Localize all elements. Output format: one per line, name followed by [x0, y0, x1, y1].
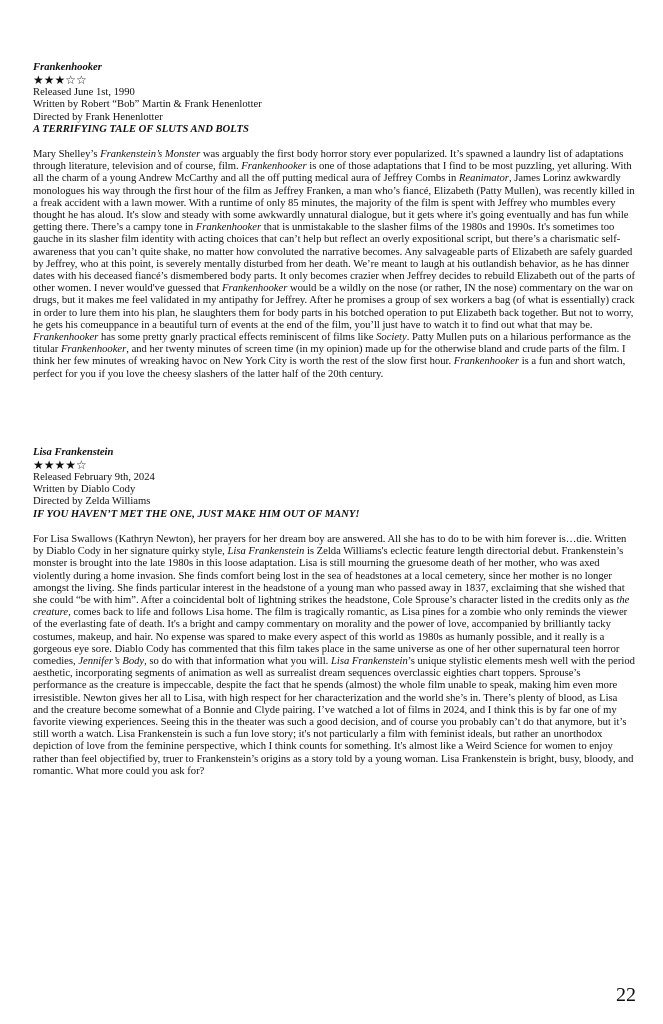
- page-content: [33, 62, 635, 778]
- text-run: has some pretty gnarly practical effects reminiscent of films like: [98, 332, 377, 344]
- tagline: A TERRIFYING TALE OF SLUTS AND BOLTS: [33, 123, 249, 135]
- text-run: is one of those adaptations that I find to be most puzzling, yet alluring. With all the charm of a young Andrew McCarthy and all the off putting medical aura of Jeffrey Combs in: [33, 161, 632, 185]
- text-run: that is unmistakable to the slasher films of the 1980s and 1990s. It's sometimes too gauche in its slasher film identity with acting choices that can’t help but reflect an overly expositional script, but there’s a charismatic self-awareness that you can’t quite shake, no matter how convoluted the narrative becomes. Any salvageable parts of Elizabeth are safely guarded by Jeffrey, who at this point, is severely mentally disturbed from her death. We’re meant to laugh at his outlandish behavior, as he has dinner dates with his deceased fiancé’s dismembered body parts. It only becomes crazier when Jeffrey decides to rebuild Elizabeth out of the parts of other women. I never would've guessed that: [33, 222, 635, 295]
- text-run: ’s unique stylistic elements mesh well with the period aesthetic, incorporating segments of animation as well as surrealist dream sequences overclassic eighties chart toppers. Sprouse’s performance as the creature is impeccable, despite the fact that he spends (almost) the whole film unable to speak, making him even more irresistible. Newton gives her all to Lisa, with high respect for her characterization and the world she’s in. There’s plenty of blood, as Lisa and the creature become somewhat of a Bonnie and Clyde pairing. I’ve watched a lot of films in 2024, and I think this is by far one of my favorite viewing experiences. Seeing this in the theater was such a good decision, and of course you probably can’t do that anymore, but it’s still worth a watch. Lisa Frankenstein is such a fun love story; it's not particularly a film with feminist ideals, but rather an unorthodox depiction of love from the feminine perspective, which I think counts for something. It's almost like a Weird Science for women to enjoy rather than feel objectified by, truer to Frankenstein’s origins as a story told by a young woman. Lisa Frankenstein is bright, busy, bloody, and romantic. What more could you ask for?: [33, 655, 635, 777]
- page-number: 22: [616, 984, 636, 1006]
- text-run: , and her twenty minutes of screen time (in my opinion) made up for the otherwise bland and crude parts of the film. I think her few minutes of wreaking havoc on New York City is worth the rest of the slow first hour.: [33, 344, 626, 368]
- italic-run: Frankenstein’s Monster: [100, 149, 201, 161]
- release-date: Released June 1st, 1990: [33, 87, 135, 99]
- star-rating: ★★★★☆: [33, 458, 87, 473]
- review-body: [33, 534, 635, 778]
- italic-run: the creature,: [33, 594, 630, 619]
- review-title: Lisa Frankenstein: [33, 446, 114, 458]
- text-run: comes back to life and follows Lisa home. The film is tragically romantic, as Lisa pines for a zombie who only reminds the viewer of the everlasting fate of death. It's a bright and campy commentary on morality and the power of love, accompanied by brilliantly tacky costumes, makeup, and hair. No expense was spared to make every aspect of this world as 1980s as humanly possible, and it really is a gorgeous eye sore. Diablo Cody has commented that this film takes place in the same universe as one of her other supernatural teen horror comedies,: [33, 607, 628, 667]
- written-by: Written by Diablo Cody: [33, 484, 136, 496]
- italic-run: Jennifer’s Body: [78, 655, 145, 667]
- italic-run: Reanimator: [458, 173, 509, 185]
- italic-run: Frankenhooker: [195, 222, 262, 234]
- text-run: . Patty Mullen puts on a hilarious performance as the titular: [33, 332, 631, 356]
- review-body: [33, 149, 635, 381]
- star-rating: ★★★☆☆: [33, 73, 87, 88]
- italic-run: Frankenhooker: [33, 332, 99, 344]
- text-run: is a fun and short watch, perfect for you if you love the cheesy slashers of the latter half of the 20th century.: [33, 356, 626, 380]
- text-run: , James Lorinz awkwardly monologues his way through the first hour of the film as Jeffrey Franken, a man who’s fiancé, Elizabeth (Patty Mullen), was recently killed in a freak accident with a lawn mower. With a runtime of only 85 minutes, the majority of the film is spent with Jeffrey who mumbles every thought he has aloud. It's slow and steady with some awkwardly unnatural dialogue, but it gets where it's going eventually and has fun while getting there. There’s a campy tone in: [33, 173, 635, 234]
- italic-run: Frankenhooker: [241, 161, 307, 173]
- text-run: , so do with that information what you will.: [144, 655, 331, 667]
- text-run: Mary Shelley’s: [33, 149, 101, 161]
- text-run: was arguably the first body horror story ever popularized. It’s spawned a laundry list of adaptations through literature, television and of course, film.: [33, 149, 624, 173]
- italic-run: Frankenhooker: [222, 283, 288, 295]
- text-run: is Zelda Williams's eclectic feature length directorial debut. Frankenstein’s monster is brought into the late 1980s in this loose adaptation. Lisa is still mourning the gruesome death of her mother, who was axed violently during a home invasion. She finds comfort being lost in the sea of headstones at a local cemetery, since her mother is no longer amongst the living. She finds particular interest in the headstone of a young man who passed away in 1837, exclaiming that she wished that she could “be with him”. After a coincidental bolt of lightning strikes the headstone, Cole Sprouse’s character listed in the credits only as: [33, 546, 625, 606]
- review-frankenhooker: [33, 62, 635, 381]
- text-run: For Lisa Swallows (Kathryn Newton), her prayers for her dream boy are answered. All she has to do to be with him forever is…die. Written by Diablo Cody in her signature quirky style,: [33, 533, 627, 558]
- directed-by: Directed by Frank Henenlotter: [33, 111, 163, 123]
- italic-run: Lisa Frankenstein: [227, 546, 305, 558]
- directed-by: Directed by Zelda Williams: [33, 496, 151, 508]
- tagline: IF YOU HAVEN’T MET THE ONE, JUST MAKE HIM OUT OF MANY!: [33, 508, 360, 520]
- written-by: Written by Robert “Bob” Martin & Frank Henenlotter: [33, 99, 262, 111]
- italic-run: Frankenhooker: [453, 356, 520, 368]
- italic-run: Lisa Frankenstein: [330, 655, 408, 667]
- review-lisa-frankenstein: [33, 447, 635, 778]
- text-run: would be a wildly on the nose (or rather, IN the nose) commentary on the war on drugs, but it makes me feel validated in my antipathy for Jeffrey. After he promises a group of sex workers a bag (of what is essentially) crack in order to lure them into his plan, he slaughters them for body parts in his botched operation to put Elizabeth back together. But not to worry, he gets his comeuppance in a beautiful turn of events at the end of the film, you’ll just have to watch it to find out what that may be.: [33, 283, 635, 331]
- review-title: Frankenhooker: [33, 62, 102, 73]
- italic-run: Frankenhooker: [60, 344, 127, 356]
- italic-run: Society: [376, 332, 407, 344]
- release-date: Released February 9th, 2024: [33, 472, 155, 484]
